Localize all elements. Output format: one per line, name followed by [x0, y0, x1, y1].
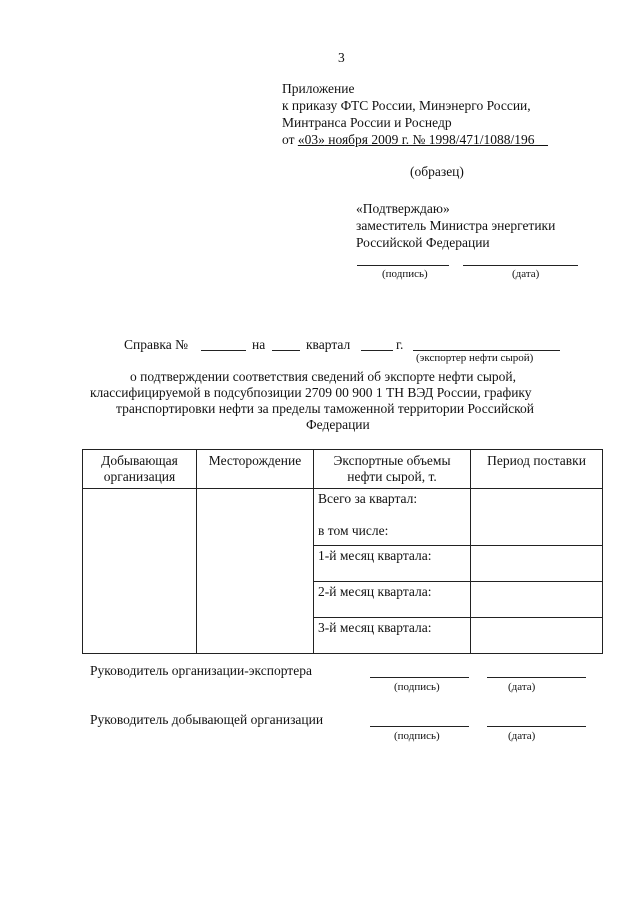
title-line-4: транспортировки нефти за пределы таможенной территории Российской — [116, 401, 535, 416]
header-export-volumes-line-2: нефти сырой, т. — [347, 469, 437, 484]
year-suffix: г. — [396, 337, 404, 352]
approval-signature-line — [357, 265, 449, 266]
approval-date-line — [463, 265, 578, 266]
appendix-line-1: Приложение — [282, 81, 355, 96]
cell-month-2 — [314, 582, 471, 618]
exporter-head-signature-line — [370, 677, 469, 678]
producer-head-date-line — [487, 726, 586, 727]
approval-line-1: «Подтверждаю» — [356, 201, 450, 216]
header-delivery-period — [471, 450, 603, 489]
order-date-prefix: от — [282, 132, 295, 147]
exporter-head-signature-caption: (подпись) — [394, 681, 440, 693]
producer-head-label: Руководитель добывающей организации — [90, 712, 324, 727]
page-number: 3 — [338, 50, 345, 65]
producer-head-signature-line — [370, 726, 469, 727]
table-header-row — [83, 450, 603, 489]
exporter-caption: (экспортер нефти сырой) — [416, 352, 534, 364]
title-line-3: классифицируемой в подсубпозиции 2709 00 900 1 ТН ВЭД России, графику — [90, 385, 532, 400]
header-export-volumes — [314, 450, 471, 489]
table-row — [83, 489, 603, 546]
header-export-volumes-line-1: Экспортные объемы — [333, 453, 451, 468]
row-including-label: в том числе: — [318, 523, 389, 538]
row-quarter-total-label: Всего за квартал: — [318, 491, 418, 506]
cell-producing-organization[interactable] — [83, 489, 197, 654]
title-line-5: Федерации — [306, 417, 370, 432]
header-field-label: Месторождение — [208, 453, 302, 468]
cell-period-month-3[interactable] — [471, 618, 603, 654]
approval-signature-caption: (подпись) — [382, 268, 428, 280]
row-month-3-label: 3-й месяц квартала: — [318, 620, 432, 635]
approval-line-2: заместитель Министра энергетики — [356, 218, 556, 233]
row-month-2-label: 2-й месяц квартала: — [318, 584, 432, 599]
title-line-2: о подтверждении соответствия сведений об экспорте нефти сырой, — [130, 369, 517, 384]
appendix-line-3: Минтранса России и Роснедр — [282, 115, 452, 130]
producer-head-signature-caption: (подпись) — [394, 730, 440, 742]
export-volumes-table — [82, 449, 603, 654]
cell-quarter-total — [314, 489, 471, 546]
header-producing-organization — [83, 450, 197, 489]
spravka-number-line — [201, 350, 246, 351]
kvartal-label: квартал — [306, 337, 351, 352]
header-producing-organization-line-1: Добывающая — [101, 453, 178, 468]
header-field — [197, 450, 314, 489]
order-date-rest: ноября 2009 г. № 1998/471/1088/196 — [324, 132, 535, 147]
header-delivery-period-label: Период поставки — [487, 453, 586, 468]
appendix-line-4 — [282, 131, 548, 149]
year-line — [361, 350, 393, 351]
cell-period-month-2[interactable] — [471, 582, 603, 618]
sample-label: (образец) — [410, 164, 464, 179]
spravka-label: Справка № — [124, 337, 188, 352]
approval-date-caption: (дата) — [512, 268, 540, 280]
exporter-head-date-line — [487, 677, 586, 678]
appendix-line-2: к приказу ФТС России, Минэнерго России, — [282, 98, 531, 113]
producer-head-date-caption: (дата) — [508, 730, 536, 742]
cell-month-3 — [314, 618, 471, 654]
approval-line-3: Российской Федерации — [356, 235, 490, 250]
exporter-line — [413, 350, 560, 351]
na-label: на — [252, 337, 266, 352]
quarter-number-line — [272, 350, 300, 351]
exporter-head-label: Руководитель организации-экспортера — [90, 663, 312, 678]
cell-month-1 — [314, 546, 471, 582]
cell-period-total[interactable] — [471, 489, 603, 546]
header-producing-organization-line-2: организация — [103, 469, 176, 484]
order-date-day: «03» — [297, 132, 325, 147]
exporter-head-date-caption: (дата) — [508, 681, 536, 693]
row-month-1-label: 1-й месяц квартала: — [318, 548, 432, 563]
cell-period-month-1[interactable] — [471, 546, 603, 582]
cell-field[interactable] — [197, 489, 314, 654]
